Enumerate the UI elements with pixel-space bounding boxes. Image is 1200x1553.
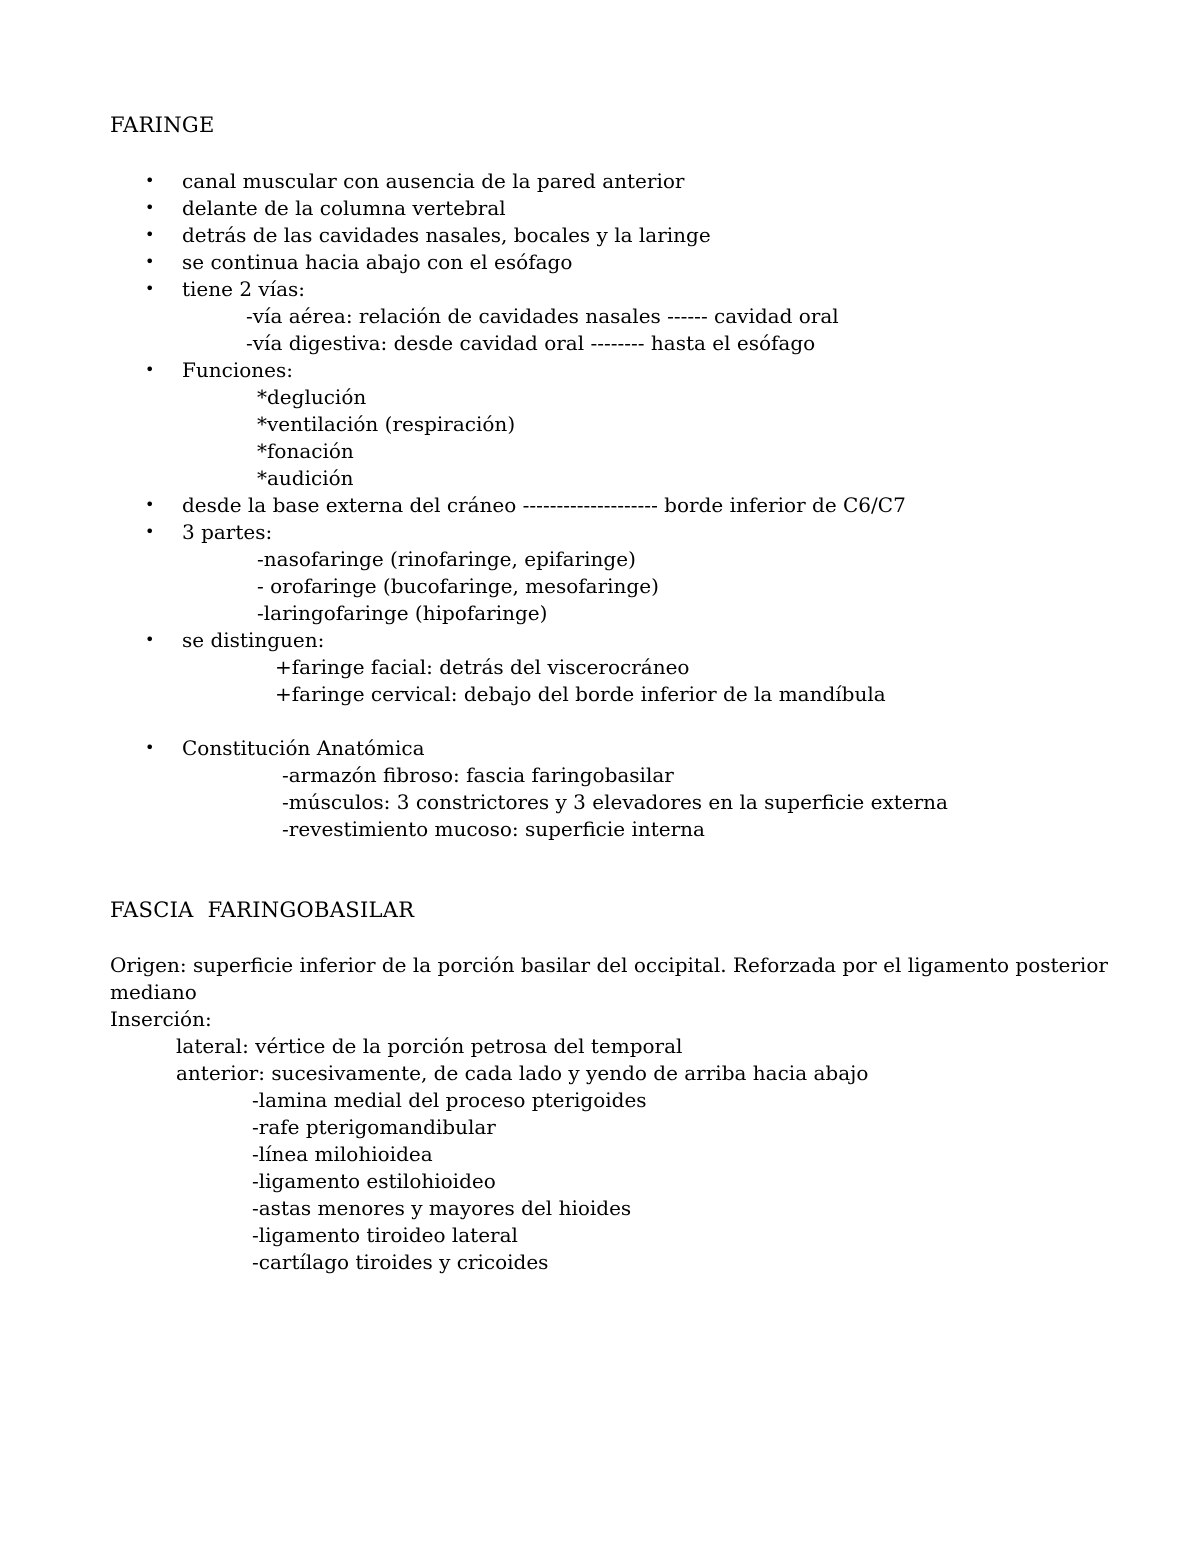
sub-item: -cartílago tiroides y cricoides xyxy=(252,1250,549,1274)
section-title-faringe: FARINGE xyxy=(110,113,215,137)
sub-item: -revestimiento mucoso: superficie interna xyxy=(282,817,705,841)
sub-item: *deglución xyxy=(257,385,367,409)
sub-item: -nasofaringe (rinofaringe, epifaringe) xyxy=(257,547,636,571)
sub-item: -vía aérea: relación de cavidades nasales ------ cavidad oral xyxy=(246,304,839,328)
origen-text: Origen: superficie inferior de la porción basilar del occipital. Reforzada por el ligamento posterior xyxy=(110,953,1108,977)
section-title-fascia: FASCIA FARINGOBASILAR xyxy=(110,898,415,922)
sub-item: -armazón fibroso: fascia faringobasilar xyxy=(282,763,674,787)
list-item: tiene 2 vías: xyxy=(182,277,306,301)
bullet-icon: • xyxy=(145,522,155,541)
sub-item: +faringe cervical: debajo del borde inferior de la mandíbula xyxy=(275,682,886,706)
bullet-icon: • xyxy=(145,360,155,379)
bullet-icon: • xyxy=(145,198,155,217)
sub-item: -rafe pterigomandibular xyxy=(252,1115,496,1139)
list-item: se continua hacia abajo con el esófago xyxy=(182,250,573,274)
list-item: detrás de las cavidades nasales, bocales y la laringe xyxy=(182,223,711,247)
bullet-icon: • xyxy=(145,630,155,649)
sub-item: *fonación xyxy=(257,439,354,463)
insercion-label: Inserción: xyxy=(110,1007,212,1031)
bullet-icon: • xyxy=(145,495,155,514)
list-item: se distinguen: xyxy=(182,628,325,652)
insercion-lateral: lateral: vértice de la porción petrosa del temporal xyxy=(176,1034,683,1058)
sub-item: - orofaringe (bucofaringe, mesofaringe) xyxy=(257,574,659,598)
sub-item: +faringe facial: detrás del viscerocráneo xyxy=(275,655,690,679)
bullet-icon: • xyxy=(145,279,155,298)
list-item: desde la base externa del cráneo -------------------- borde inferior de C6/C7 xyxy=(182,493,906,517)
sub-item: -línea milohioidea xyxy=(252,1142,433,1166)
bullet-icon: • xyxy=(145,225,155,244)
list-item: delante de la columna vertebral xyxy=(182,196,506,220)
origen-text-cont: mediano xyxy=(110,980,197,1004)
bullet-icon: • xyxy=(145,171,155,190)
list-item: Constitución Anatómica xyxy=(182,736,425,760)
sub-item: -músculos: 3 constrictores y 3 elevadores en la superficie externa xyxy=(282,790,948,814)
list-item: Funciones: xyxy=(182,358,293,382)
bullet-icon: • xyxy=(145,738,155,757)
sub-item: -ligamento estilohioideo xyxy=(252,1169,496,1193)
bullet-icon: • xyxy=(145,252,155,271)
insercion-anterior: anterior: sucesivamente, de cada lado y yendo de arriba hacia abajo xyxy=(176,1061,869,1085)
list-item: 3 partes: xyxy=(182,520,273,544)
sub-item: *audición xyxy=(257,466,354,490)
sub-item: *ventilación (respiración) xyxy=(257,412,516,436)
list-item: canal muscular con ausencia de la pared anterior xyxy=(182,169,685,193)
sub-item: -vía digestiva: desde cavidad oral -------- hasta el esófago xyxy=(246,331,816,355)
sub-item: -ligamento tiroideo lateral xyxy=(252,1223,518,1247)
sub-item: -lamina medial del proceso pterigoides xyxy=(252,1088,647,1112)
sub-item: -laringofaringe (hipofaringe) xyxy=(257,601,548,625)
sub-item: -astas menores y mayores del hioides xyxy=(252,1196,632,1220)
